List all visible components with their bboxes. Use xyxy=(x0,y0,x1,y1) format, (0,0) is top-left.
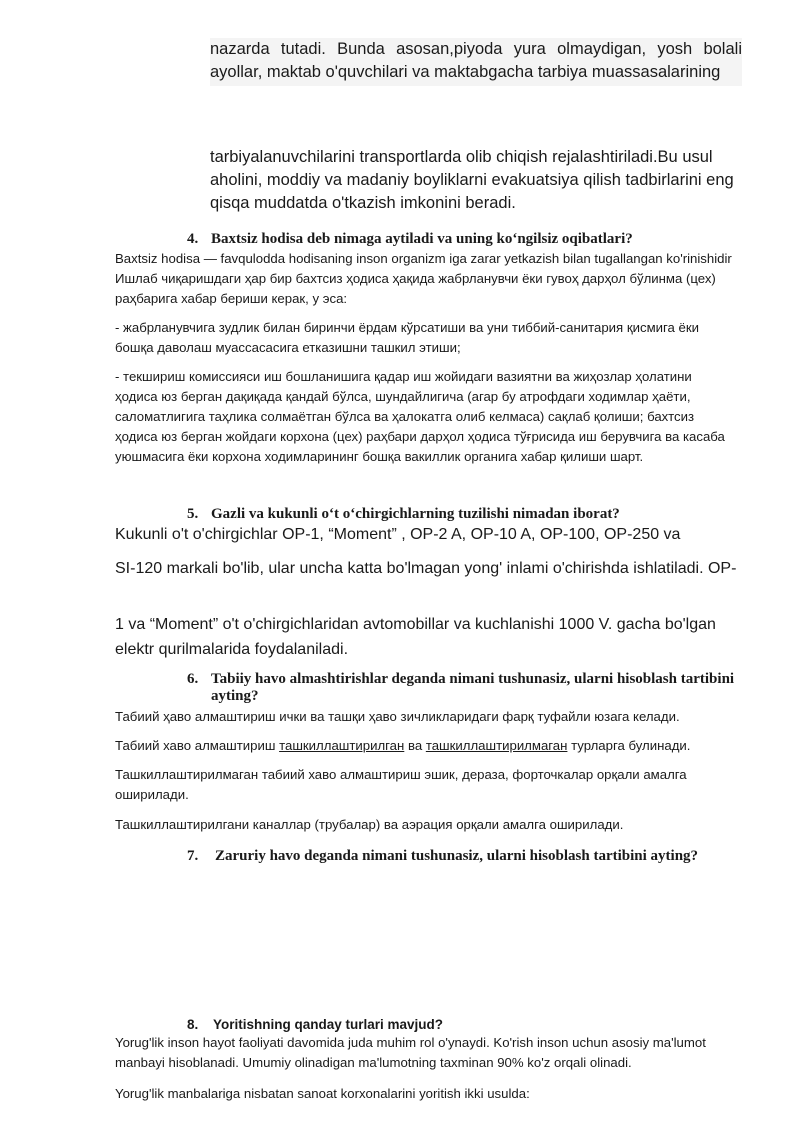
intro-paragraph-1: nazarda tutadi. Bunda asosan,piyoda yura olmaydigan, yosh bolali ayollar, maktab o'quvchilari va maktabgacha tarbiya muassasalarining xyxy=(210,38,742,86)
question-6-paragraph-4: Ташкиллаштирилгани каналлар (трубалар) ва аэрация орқали амалга оширилади. xyxy=(115,817,624,832)
question-4-heading xyxy=(187,231,747,248)
question-5-paragraph-3: 1 va “Moment” o't o'chirgichlaridan avtomobillar va kuchlanishi 1000 V. gacha bo'lgan elektr qurilmalarida foydalaniladi. xyxy=(115,616,716,658)
question-6-paragraph-1: Табиий ҳаво алмаштириш ички ва ташқи ҳаво зичликларидаги фарқ туфайли юзага келади. xyxy=(115,709,680,724)
question-5-number: 5. xyxy=(187,506,199,522)
question-7-number: 7. xyxy=(187,848,199,864)
q6-p2-term-organized: ташкиллаштирилган xyxy=(279,738,405,753)
intro-paragraph-2: tarbiyalanuvchilarini transportlarda olib chiqish rejalashtiriladi.Bu usul aholini, moddiy va madaniy boyliklarni evakuatsiya qilish tadbirlarini eng qisqa muddatda o'tkazish imkonini beradi. xyxy=(210,148,734,212)
question-4-paragraph-1: Baxtsiz hodisa — favqulodda hodisaning inson organizm iga zarar yetkazish bilan tugallangan ko'rinishidir Ишлаб чиқаришдаги ҳар бир бахтсиз ҳодиса ҳақида жабрланувчи ёки гувоҳ дарҳол бўлинма (цех) раҳбарига хабар бериши керак, у эса: xyxy=(115,251,732,306)
question-7-title: Zaruriy havo deganda nimani tushunasiz, ularni hisoblash tartibini ayting? xyxy=(215,848,699,864)
question-4-title: Baxtsiz hodisa deb nimaga aytiladi va uning ko‘ngilsiz oqibatlari? xyxy=(211,231,633,247)
q6-p2-term-unorganized: ташкиллаштирилмаган xyxy=(425,738,568,753)
question-6-title: Tabiiy havo almashtirishlar deganda nimani tushunasiz, ularni hisoblash tartibini ayting? xyxy=(211,671,735,704)
question-5-paragraph-1: Kukunli o't o'chirgichlar OP-1, “Moment” , OP-2 A, OP-10 A, OP-100, OP-250 va xyxy=(115,526,681,543)
question-6-paragraph-2 xyxy=(115,736,735,756)
question-4-number: 4. xyxy=(187,231,199,247)
question-8-number: 8. xyxy=(187,1017,199,1032)
q6-p2-text-c: ва xyxy=(404,738,426,753)
question-5-title: Gazli va kukunli o‘t o‘chirgichlarning tuzilishi nimadan iborat? xyxy=(211,506,620,522)
question-8-title: Yoritishning qanday turlari mavjud? xyxy=(213,1017,444,1032)
question-8-heading xyxy=(187,1016,747,1033)
question-8-paragraph-1: Yorug'lik inson hayot faoliyati davomida juda muhim rol o'ynaydi. Ko'rish inson uchun asosiy ma'lumot manbayi hisoblanadi. Umumiy olinadigan ma'lumotning taxminan 90% ko'z orqali olinadi. xyxy=(115,1035,706,1070)
question-7-heading xyxy=(187,848,767,865)
q6-p2-text-a: Табиий хаво алмаштириш xyxy=(115,738,280,753)
question-6-heading xyxy=(187,671,771,705)
question-6-paragraph-3: Ташкиллаштирилмаган табиий хаво алмаштириш эшик, дераза, форточкалар орқали амалга оширилади. xyxy=(115,767,687,802)
question-5-paragraph-2: SI-120 markali bo'lib, ular uncha katta bo'lmagan yong' inlami o'chirishda ishlatiladi. OP- xyxy=(115,560,737,577)
question-4-paragraph-2: - жабрланувчига зудлик билан биринчи ёрдам кўрсатиши ва уни тиббий-санитария қисмига ёки бошқа даволаш муассасасига етказишни ташкил этиши; xyxy=(115,320,700,355)
question-6-number: 6. xyxy=(187,671,199,687)
question-4-paragraph-3: - текшириш комиссияси иш бошланишига қадар иш жойидаги вазиятни ва жиҳозлар ҳолатини ҳодиса юз берган дақиқада қандай бўлса, шундайлигича (агар бу атрофдаги ходимлар ҳаёти, саломатлигига таҳлика солмаётган бўлса ва ҳалокатга олиб келмаса) сақлаб қолиши; бахтсиз ҳодиса юз берган жойдаги корхона (цех) раҳбари дарҳол ҳодиса тўғрисида иш берувчига ва касаба уюшмасига ёки корхона ходимларининг бошқа вакиллик органига хабар қилиши шарт. xyxy=(115,369,725,464)
q6-p2-text-e: турларга булинади. xyxy=(567,738,691,753)
question-5-heading xyxy=(187,506,747,523)
question-8-paragraph-2: Yorug'lik manbalariga nisbatan sanoat korxonalarini yoritish ikki usulda: xyxy=(115,1086,530,1101)
